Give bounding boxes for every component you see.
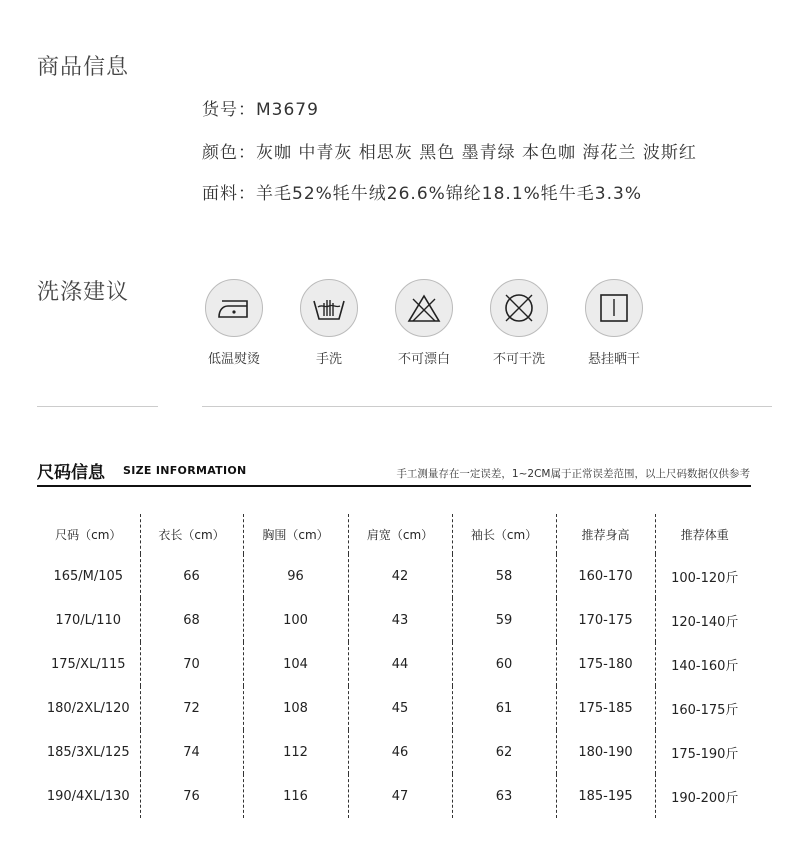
table-row [37,642,754,686]
item-number-row [202,95,319,120]
cell-shoulder: 47 [348,774,452,818]
table-row [37,686,754,730]
cell-shoulder: 46 [348,730,452,774]
color-label: 颜色： [202,143,256,163]
cell-height: 175-180 [556,642,655,686]
cell-chest: 96 [243,554,348,598]
header-sleeve: 袖长（cm） [452,514,556,554]
cell-chest: 112 [243,730,348,774]
cell-chest: 100 [243,598,348,642]
size-title: 尺码信息 [37,463,105,483]
cell-length: 76 [140,774,243,818]
cell-weight: 120-140斤 [671,614,739,630]
cell-weight: 140-160斤 [671,658,739,674]
care-label-no-bleach: 不可漂白 [397,352,450,367]
divider-right [202,406,772,407]
cell-chest: 108 [243,686,348,730]
cell-sleeve: 60 [452,642,556,686]
size-note: 手工测量存在一定误差，1~2CM属于正常误差范围，以上尺码数据仅供参考 [396,468,750,480]
cell-shoulder: 44 [348,642,452,686]
care-title: 洗涤建议 [37,280,130,305]
cell-length: 68 [140,598,243,642]
cell-size: 170/L/110 [37,598,140,642]
iron-low-temp-icon [205,279,263,337]
item-number-label: 货号： [202,100,256,120]
cell-sleeve: 58 [452,554,556,598]
cell-height: 185-195 [556,774,655,818]
header-shoulder: 肩宽（cm） [348,514,452,554]
table-row [37,598,754,642]
header-chest: 胸围（cm） [243,514,348,554]
table-row [37,554,754,598]
cell-height: 175-185 [556,686,655,730]
cell-length: 72 [140,686,243,730]
cell-sleeve: 63 [452,774,556,818]
cell-size: 165/M/105 [37,554,140,598]
cell-chest: 104 [243,642,348,686]
header-length: 衣长（cm） [140,514,243,554]
cell-shoulder: 45 [348,686,452,730]
cell-size: 190/4XL/130 [37,774,140,818]
color-value: 灰咖 中青灰 相思灰 黑色 墨青绿 本色咖 海花兰 波斯红 [256,143,697,163]
size-table-header [37,514,754,554]
cell-sleeve: 59 [452,598,556,642]
cell-shoulder: 43 [348,598,452,642]
cell-sleeve: 62 [452,730,556,774]
no-bleach-icon [395,279,453,337]
cell-chest: 116 [243,774,348,818]
header-height: 推荐身高 [556,514,655,554]
cell-weight: 160-175斤 [671,702,739,718]
table-row [37,730,754,774]
cell-weight: 175-190斤 [671,746,739,762]
cell-length: 74 [140,730,243,774]
cell-size: 180/2XL/120 [37,686,140,730]
cell-height: 170-175 [556,598,655,642]
no-dry-clean-icon [490,279,548,337]
cell-height: 160-170 [556,554,655,598]
color-row [202,138,697,163]
care-label-hang-dry: 悬挂晒干 [587,352,640,367]
cell-length: 66 [140,554,243,598]
cell-size: 185/3XL/125 [37,730,140,774]
header-weight: 推荐体重 [680,527,729,542]
care-label-iron: 低温熨烫 [207,352,260,367]
size-title-en: SIZE INFORMATION [123,464,247,477]
item-number-value: M3679 [256,100,319,120]
fabric-row [202,179,642,204]
table-row [37,774,754,818]
hang-dry-icon [585,279,643,337]
cell-size: 175/XL/115 [37,642,140,686]
cell-length: 70 [140,642,243,686]
care-label-no-dry-clean: 不可干洗 [492,352,545,367]
fabric-value: 羊毛52%牦牛绒26.6%锦纶18.1%牦牛毛3.3% [256,184,642,204]
size-table [37,514,754,818]
care-label-hand-wash: 手洗 [315,352,342,367]
cell-sleeve: 61 [452,686,556,730]
size-header-rule [37,485,751,487]
cell-weight: 100-120斤 [671,570,739,586]
product-info-title: 商品信息 [37,55,130,80]
cell-shoulder: 42 [348,554,452,598]
header-size: 尺码（cm） [37,514,140,554]
cell-weight: 190-200斤 [671,790,739,806]
hand-wash-icon [300,279,358,337]
fabric-label: 面料： [202,184,256,204]
divider-left [37,406,158,407]
cell-height: 180-190 [556,730,655,774]
